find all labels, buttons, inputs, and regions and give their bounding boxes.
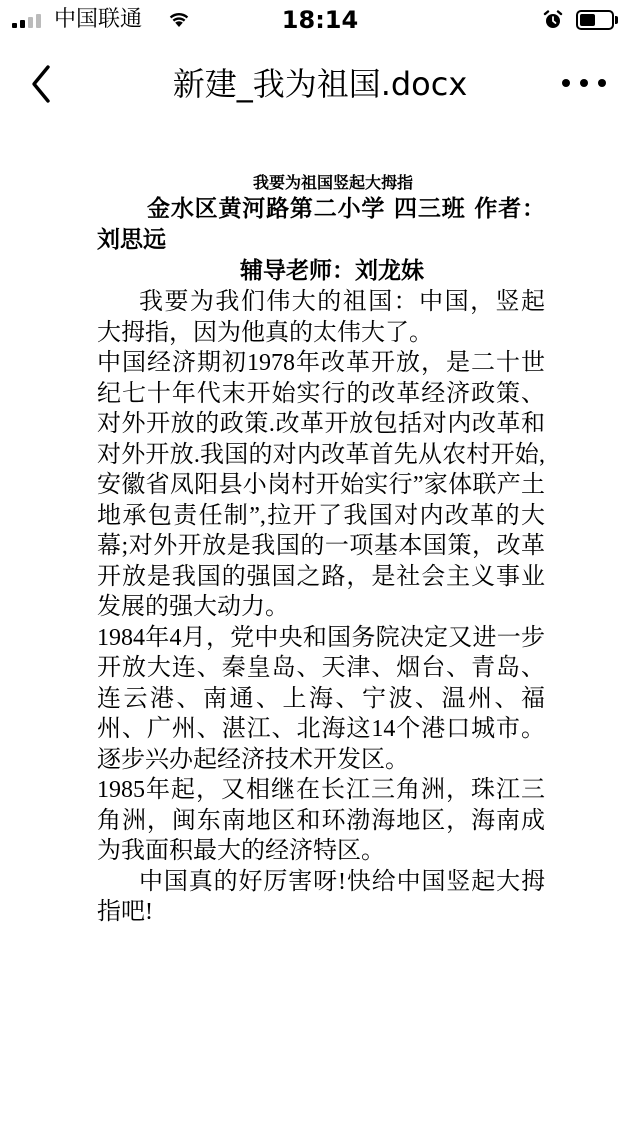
paragraph-intro: 我要为我们伟大的祖国：中国，竖起大拇指，因为他真的太伟大了。 [97,289,545,346]
paragraph-1984: 1984年4月，党中央和国务院决定又进一步开放大连、秦皇岛、天津、烟台、青岛、连云港、南通、上海、宁波、温州、福州、广州、湛江、北海这14个港口城市。逐步兴办起经济技术开发区。 [97,624,545,773]
carrier-name: 中国联通 [54,7,143,32]
alarm-icon [543,10,563,30]
school-author-line: 金水区黄河路第二小学 四三班 作者：刘思远 [97,196,545,253]
paragraph-1985: 1985年起，又相继在长江三角洲，珠江三角洲，闽东南地区和环渤海地区，海南成为我面积最大的经济特区。 [97,777,545,864]
back-chevron-icon[interactable] [26,62,58,106]
essay-title: 我要为祖国竖起大拇指 [252,173,413,192]
navigation-bar [0,40,640,128]
more-options-icon[interactable] [562,76,606,90]
document-content [97,172,545,928]
paragraph-closing: 中国真的好厉害呀!快给中国竖起大拇指吧! [97,868,545,925]
teacher-line: 辅导老师：刘龙妹 [240,258,424,284]
paragraph-reform: 中国经济期初1978年改革开放，是二十世纪七十年代末开始实行的改革经济政策、对外开放的政策.改革开放包括对内改革和对外开放.我国的对内改革首先从农村开始,安徽省凤阳县小岗村开始实行”家体联产土地承包责任制”,拉开了我国对内改革的大幕;对外开放是我国的一项基本国策，改革开放是我国的强国之路，是社会主义事业发展的强大动力。 [97,350,545,620]
battery-icon [576,10,620,30]
status-bar [0,0,640,40]
status-time: 18:14 [281,6,359,34]
document-title: 新建_我为祖国.docx [172,65,468,103]
